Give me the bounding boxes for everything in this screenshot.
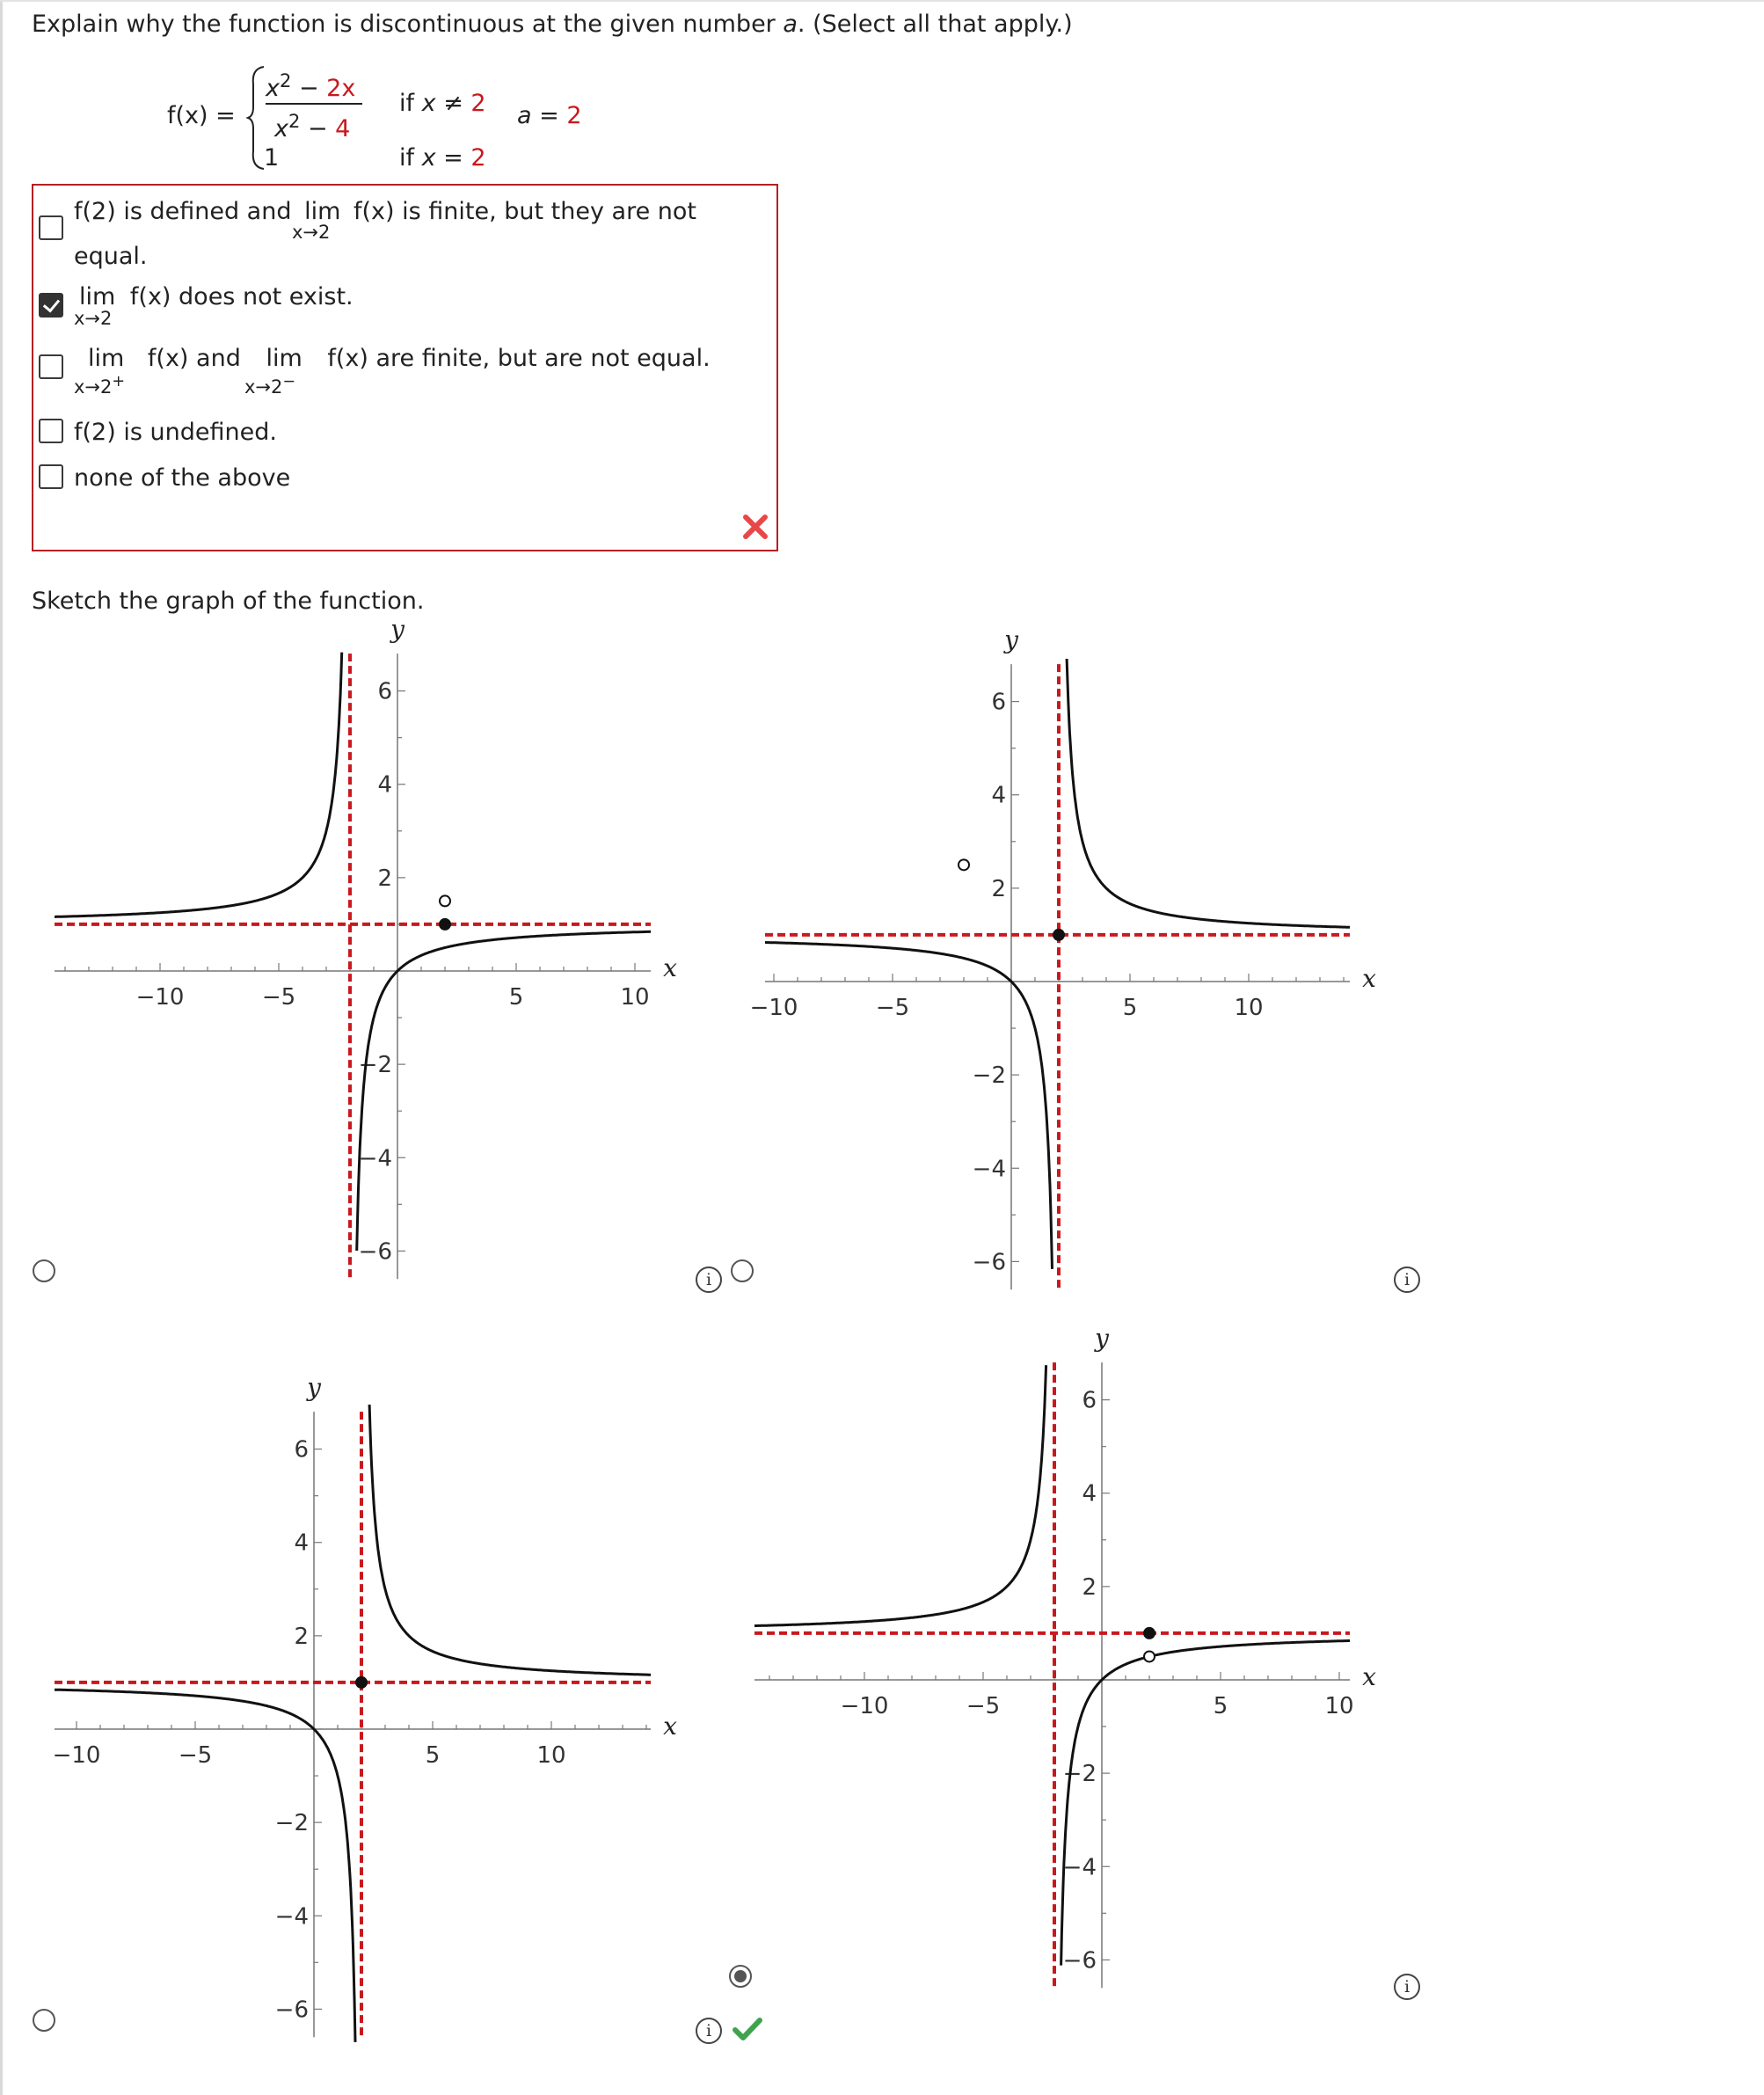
function-name: f(x) = [167,102,236,129]
bottom-left-y-tick-label: −6 [274,1996,309,2024]
top-right-y-tick-label: −6 [972,1249,1006,1276]
top-left-y-tick-label: 2 [377,865,392,892]
bottom-right-y-tick-label: 4 [1082,1480,1097,1507]
bottom-left-x-axis-label: x [663,1712,677,1741]
top-right-x-tick-label: 10 [1234,995,1264,1021]
option3-left-limit-subscript: x→2− [244,373,296,398]
top-right-open-point [959,859,969,870]
bottom-right-x-tick-label: −5 [966,1693,1001,1719]
top-left-y-tick-label: 4 [377,771,392,799]
top-left-x-tick-label: 10 [620,984,650,1011]
graph-top-right-info-icon[interactable]: i [1394,1266,1420,1293]
correct-check-icon [732,2016,763,2042]
bottom-left-y-tick-label: −2 [274,1810,309,1837]
bottom-left-y-tick-label: 6 [294,1436,309,1464]
top-left-x-tick-label: 5 [508,984,524,1011]
bottom-left-y-tick-label: 2 [294,1623,309,1650]
prompt-text: Explain why the function is discontinuous at the given number [32,11,784,38]
top-left-y-tick-label: 6 [377,678,392,705]
option1-label-line2: equal. [74,243,148,270]
bottom-left-x-tick-label: −5 [178,1742,213,1769]
top-right-filled-point [1053,929,1065,941]
graph-bottom-left-radio[interactable] [33,2009,55,2032]
fraction-denominator: $x^2 - 4$ [274,111,351,142]
bottom-right-y-tick-label: 6 [1082,1387,1097,1414]
condition-not-equal: if x ≠ 2 [399,90,486,117]
top-right-y-tick-label: 2 [991,875,1006,902]
top-right-x-axis-label: x [1362,964,1376,993]
given-number-a: a = 2 [517,102,582,129]
bottom-right-y-tick-label: 2 [1082,1573,1097,1601]
top-right-y-tick-label: −4 [972,1156,1006,1183]
graph-bottom-right-radio[interactable] [729,1965,752,1988]
graph-top-left-info-icon[interactable]: i [696,1266,722,1293]
top-left-curve-right-branch [357,931,651,1251]
sketch-prompt: Sketch the graph of the function. [32,588,425,615]
top-right-x-tick-label: −10 [749,995,798,1021]
bottom-right-x-tick-label: 10 [1324,1693,1354,1719]
top-left-y-tick-label: −6 [358,1238,392,1266]
option2-limit-subscript: x→2 [74,308,113,329]
bottom-right-y-tick-label: −6 [1062,1947,1097,1975]
prompt-variable: a [783,11,798,38]
top-right-x-tick-label: 5 [1122,995,1138,1021]
bottom-left-filled-point [355,1676,368,1689]
top-left-y-tick-label: −4 [358,1145,392,1172]
top-left-x-tick-label: −5 [261,984,296,1011]
option-none-label: none of the above [74,464,291,492]
top-left-x-axis-label: x [663,953,677,982]
top-right-curve-right-branch [1067,659,1350,927]
option-defined-limit-not-equal-label: f(2) is defined and lim f(x) is finite, but they are not [74,198,697,225]
graph-top-right-radio[interactable] [731,1259,754,1282]
fraction-numerator: $x^2 - 2x$ [266,70,356,102]
top-right-x-tick-label: −5 [875,995,910,1021]
top-left-open-point [440,895,450,906]
piece-value: 1 [264,144,280,172]
top-left-curve-left-branch [55,653,342,917]
bottom-right-y-axis-label: y [1095,1324,1109,1354]
top-right-curve-left-branch [765,943,1053,1269]
top-left-x-tick-label: −10 [135,984,185,1011]
top-right-y-tick-label: −2 [972,1062,1006,1090]
bottom-right-filled-point [1143,1627,1155,1639]
bottom-left-y-tick-label: 4 [294,1529,309,1557]
bottom-right-curve-left-branch [754,1365,1046,1625]
bottom-right-x-tick-label: −10 [840,1693,889,1719]
bottom-right-open-point [1144,1651,1155,1661]
option-f2-undefined-label: f(2) is undefined. [74,419,277,446]
bottom-right-x-axis-label: x [1362,1662,1376,1691]
bottom-right-y-tick-label: −4 [1062,1854,1097,1881]
bottom-left-x-tick-label: −10 [52,1742,101,1769]
bottom-left-y-axis-label: y [307,1373,321,1403]
option3-right-limit-subscript: x→2+ [74,373,126,398]
condition-equal: if x = 2 [399,144,486,172]
top-left-y-axis-label: y [390,615,405,645]
bottom-right-y-tick-label: −2 [1062,1761,1097,1788]
bottom-left-y-tick-label: −4 [274,1903,309,1931]
graph-bottom-left-info-icon[interactable]: i [696,2018,722,2044]
top-right-y-tick-label: 4 [991,782,1006,809]
bottom-left-curve-right-branch [369,1405,651,1675]
prompt-tail: . (Select all that apply.) [797,11,1073,38]
top-right-y-tick-label: 6 [991,689,1006,716]
top-left-y-tick-label: −2 [358,1052,392,1079]
bottom-right-x-tick-label: 5 [1213,1693,1228,1719]
graph-top-left-radio[interactable] [33,1259,55,1282]
top-left-filled-point [439,918,451,931]
graph-bottom-right-info-icon[interactable]: i [1394,1974,1420,2000]
bottom-left-x-tick-label: 5 [425,1742,441,1769]
bottom-right-curve-right-branch [1061,1641,1350,1966]
bottom-left-x-tick-label: 10 [536,1742,566,1769]
option-one-sided-limits-label: lim f(x) and lim f(x) are finite, but are not equal. [88,345,711,372]
option1-limit-subscript: x→2 [292,222,331,243]
top-right-y-axis-label: y [1004,625,1018,655]
option-limit-not-exist-label: lim f(x) does not exist. [79,283,354,310]
